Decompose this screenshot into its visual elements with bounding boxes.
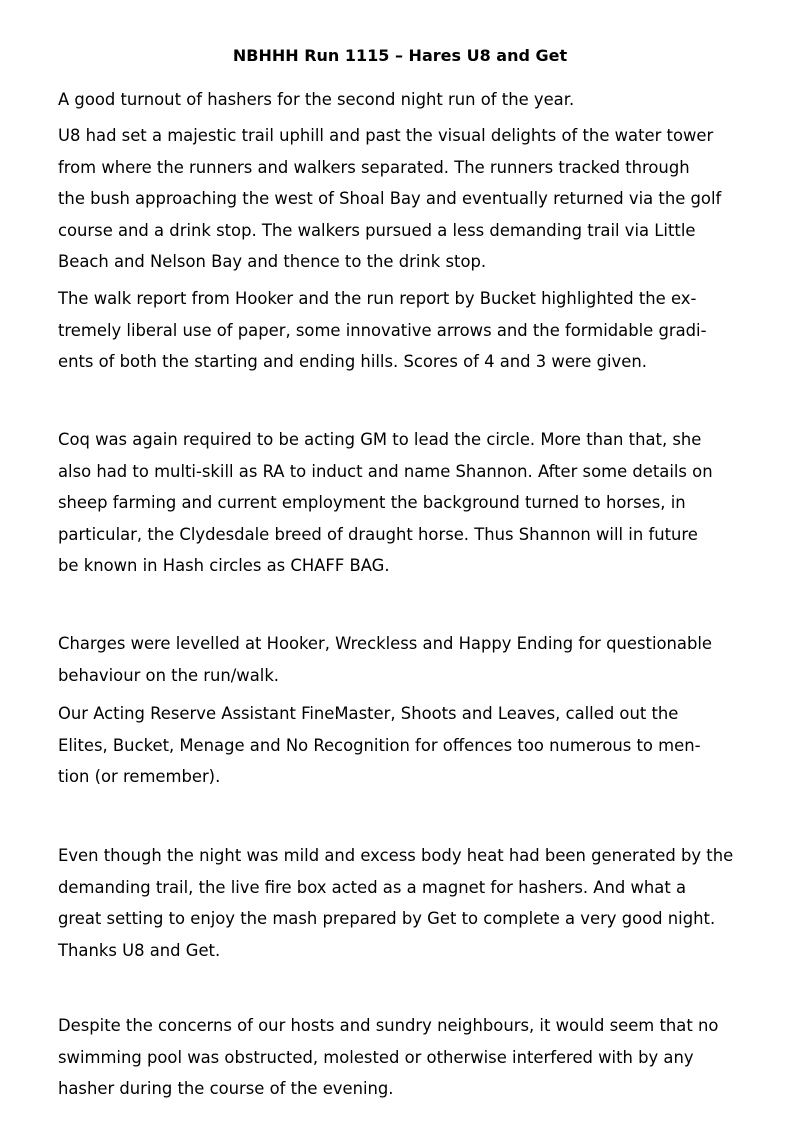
paragraph-reports: The walk report from Hooker and the run report by Bucket highlighted the ex- tremely liberal use of paper, some innovative arrows and the formidable gradi- ents of both the starting and ending hills. Scores of 4 and 3 were given. [58,289,707,371]
paragraph-trail: U8 had set a majestic trail uphill and past the visual delights of the water tower from where the runners and walkers separated. The runners tracked through the bush approaching the west of Shoal Bay and eventually returned via the golf course and a drink stop. The walkers pursued a less demanding trail via Little Beach and Nelson Bay and thence to the drink stop. [58,126,722,271]
paragraph-turnout: A good turnout of hashers for the second night run of the year. [58,90,575,109]
paragraph-finemaster: Our Acting Reserve Assistant FineMaster, Shoots and Leaves, called out the Elites, Bucket, Menage and No Recognition for offences too numerous to men- tion (or remember). [58,704,701,786]
paragraph-firebox: Even though the night was mild and excess body heat had been generated by the demanding trail, the live fire box acted as a magnet for hashers. And what a great setting to enjoy the mash prepared by Get to complete a very good night. Thanks U8 and Get. [58,846,734,960]
document-title: NBHHH Run 1115 – Hares U8 and Get [232,46,568,65]
paragraph-charges: Charges were levelled at Hooker, Wreckless and Happy Ending for questionable behaviour on the run/walk. [58,634,713,685]
paragraph-circle: Coq was again required to be acting GM to lead the circle. More than that, she also had to multi-skill as RA to induct and name Shannon. After some details on sheep farming and current employment the background turned to horses, in particular, the Clydesdale breed of draught horse. Thus Shannon will in future be known in Hash circles as CHAFF BAG. [58,430,713,575]
paragraph-pool: Despite the concerns of our hosts and sundry neighbours, it would seem that no swimming pool was obstructed, molested or otherwise interfered with by any hasher during the course of the evening. [58,1016,719,1098]
